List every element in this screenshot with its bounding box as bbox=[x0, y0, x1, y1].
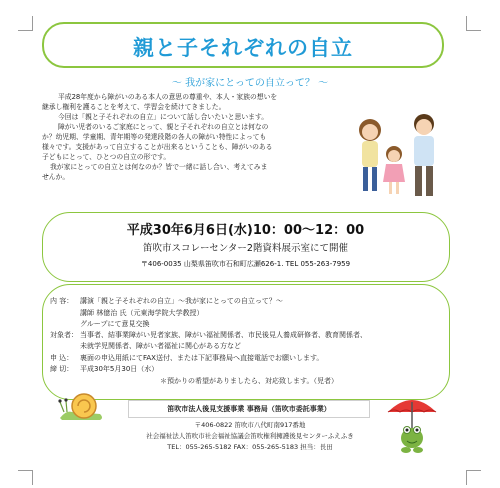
intro-line-6: 様々です。支援があって自立することが出来るということも、障がいのある bbox=[42, 143, 273, 151]
footer-address: 〒406-0822 笛吹市八代町南917番地 bbox=[194, 421, 306, 429]
event-box bbox=[42, 212, 450, 282]
frog-umbrella-illustration bbox=[384, 394, 440, 456]
apply-text: 裏面の申込用紙にてFAX送付、または下記事務局へ直接電話でお願いします。 bbox=[80, 354, 324, 362]
snail-illustration bbox=[56, 388, 106, 422]
intro-line-5: か？幼児期、学童期、青年期等の発達段階の各人の障がい特性によっても bbox=[42, 133, 267, 141]
intro-line-7: 子どもにとって、ひとつの自立の形です。 bbox=[42, 153, 171, 161]
content-lecture: 講演「親と子それぞれの自立」～我が家にとっての自立って？～ bbox=[80, 297, 283, 305]
page-subtitle: ～ 我が家にとっての自立って？ ～ bbox=[171, 78, 329, 89]
footer-contact: TEL：055-265-5182 FAX：055-265-5183 担当：長田 bbox=[167, 443, 333, 451]
footer-org-title: 笛吹市法人後見支援事業 事務局（笛吹市委託事業） bbox=[167, 405, 331, 413]
content-speaker: 講師 林億治 氏（元東海学院大学教授） bbox=[80, 309, 204, 317]
crop-mark-top-right bbox=[466, 16, 481, 31]
intro-line-9: せんか。 bbox=[42, 173, 70, 181]
crop-mark-top-left bbox=[18, 16, 33, 31]
footer-title-box bbox=[128, 400, 370, 418]
apply-label: 申 込： bbox=[50, 354, 74, 362]
deadline-text: 平成30年5月30日（水） bbox=[80, 365, 159, 373]
title-banner bbox=[42, 22, 444, 68]
event-datetime: 平成30年6月6日(水)10：00～12：00 bbox=[126, 223, 365, 238]
intro-line-4: 障がい児者のいるご家庭にとって、親と子それぞれの自立とは何なの bbox=[58, 123, 269, 131]
content-group: グループにて意見交換 bbox=[80, 320, 150, 328]
intro-line-1: 平成28年度から障がいのある本人の意思の尊重や、本人・家族の想いを bbox=[58, 93, 278, 101]
deadline-label: 締 切： bbox=[50, 365, 74, 373]
event-venue: 笛吹市スコレーセンター2階資料展示室にて開催 bbox=[143, 243, 348, 254]
page-title: 親と子それぞれの自立 bbox=[133, 36, 353, 60]
intro-line-8: 我が家にとっての自立とは何なのか？皆で一緒に話し合い、考えてみま bbox=[50, 163, 268, 171]
crop-mark-bottom-left bbox=[18, 470, 33, 485]
target-line-2: 未就学児関係者、障がい者福祉に関心がある方など bbox=[80, 342, 241, 350]
target-line-1: 当事者、結事業障がい児者家族、障がい福祉関係者、市民後見人養成研修者、教育関係者、 bbox=[80, 331, 367, 339]
intro-line-3: 今回は「親と子それぞれの自立」について話し合いたいと思います。 bbox=[58, 113, 269, 121]
crop-mark-bottom-right bbox=[466, 470, 481, 485]
content-label: 内 容： bbox=[50, 297, 74, 305]
intro-line-2: 継承し権利を護ることを考えて、学習会を続けてきました。 bbox=[42, 103, 226, 111]
footer-org-name: 社会福祉法人笛吹市社会福祉協議会笛吹権利擁護後見センターふえふき bbox=[146, 432, 354, 440]
family-illustration bbox=[350, 108, 450, 204]
target-label: 対象者： bbox=[50, 331, 78, 339]
event-address: 〒406-0035 山梨県笛吹市石和町広瀬626-1. TEL 055-263-7959 bbox=[140, 260, 351, 268]
childcare-note: ＊預かりの希望がありましたら、対応致します。（児者） bbox=[160, 377, 338, 385]
